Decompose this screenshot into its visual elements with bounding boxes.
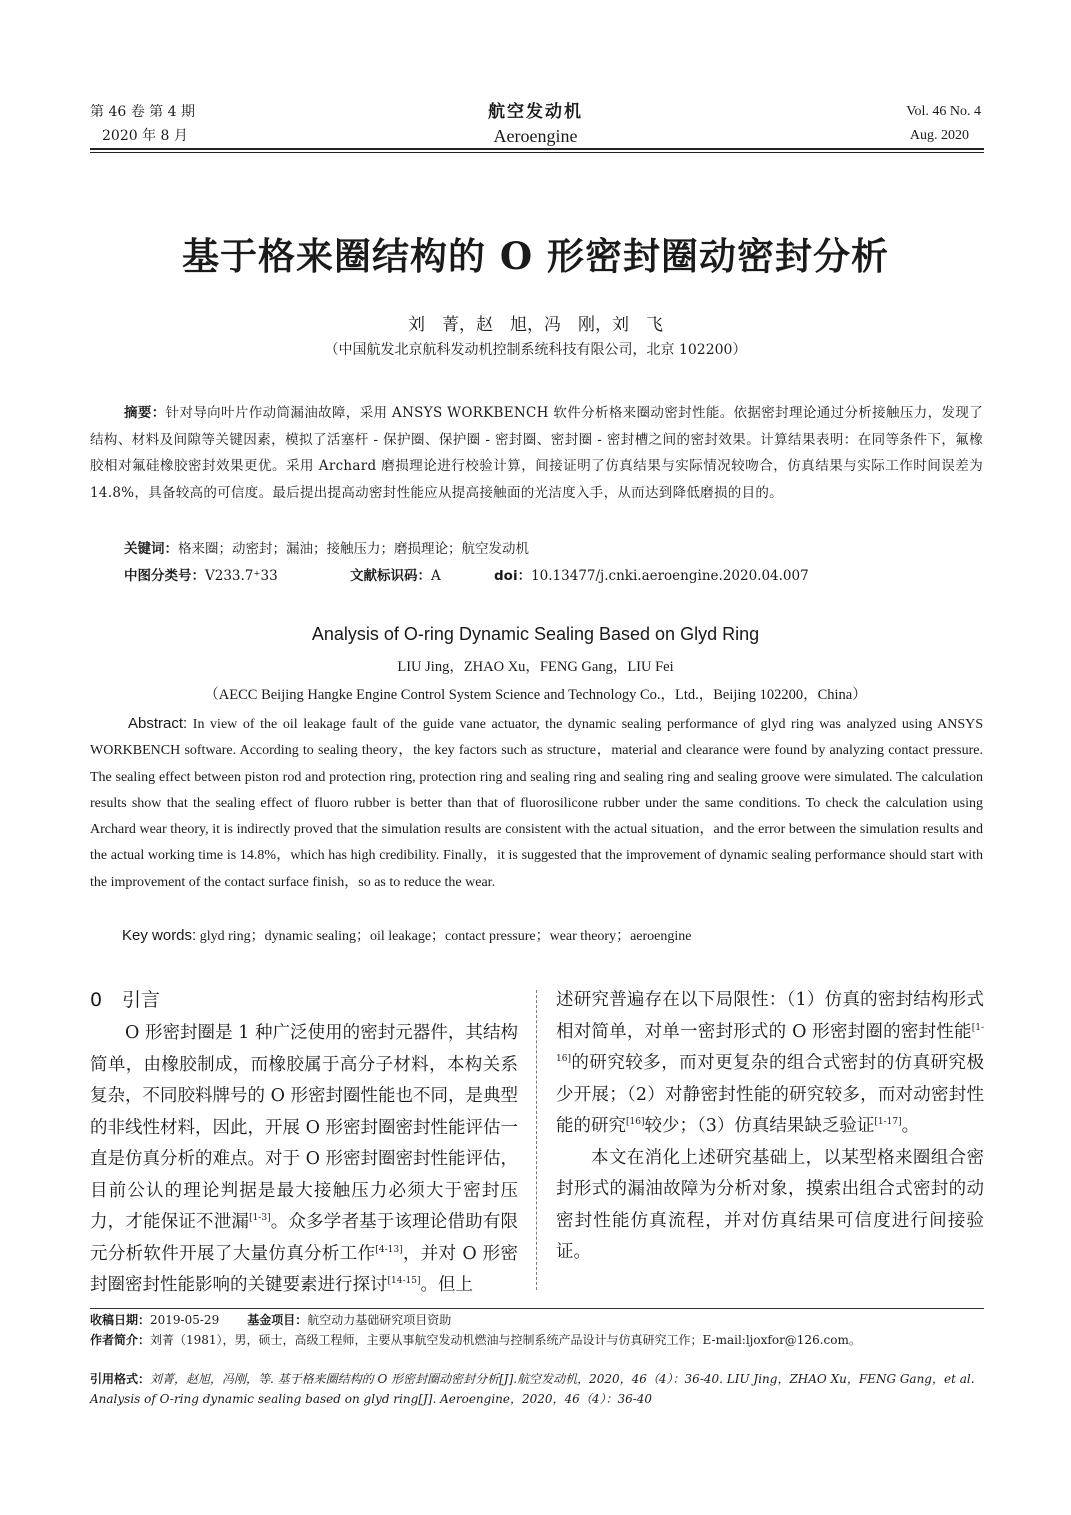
journal-name-cn: 航空发动机 xyxy=(488,102,583,122)
citation: [1-16] xyxy=(556,1022,984,1065)
text-run: O 形密封圈是 1 种广泛使用的密封元器件，其结构简单，由橡胶制成，而橡胶属于高分子材料，本构关系复杂，不同胶料牌号的 O 形密封圈性能也不同，是典型的非线性材料，因此，开展 O 形密封圈密封性能评估一直是仿真分析的难点。对于 O 形密封圈密封性能评估，目前公认的理论判据是最大接触压力必须大于密封压力，才能保证不泄漏 xyxy=(90,1023,518,1232)
author-bio-label: 作者简介： xyxy=(90,1333,151,1347)
header-rule-thin xyxy=(90,152,984,153)
abstract-en-label: Abstract: xyxy=(128,715,188,732)
abstract-en-text: In view of the oil leakage fault of the guide vane actuator, the dynamic sealing performance of glyd ring was analyzed using ANSYS WORKBENCH software. According to sealing theory，the key factors such as structure，material and clearance were found by analyzing contact pressure. The sealing effect between piston rod and protection ring, protection ring and sealing ring and sealing ring and sealing groove were simulated. The calculation results show that the sealing effect of fluoro rubber is better than that of fluorosilicone rubber under the same conditions. To check the calculation using Archard wear theory, it is indirectly proved that the simulation results are consistent with the actual situation，and the error between the simulation results and the actual working time is 14.8%，which has high credibility. Finally，it is suggested that the improvement of dynamic sealing performance should start with the improvement of the contact surface finish，so as to reduce the wear. xyxy=(90,717,983,890)
volume-issue-en: Vol. 46 No. 4 xyxy=(906,104,981,119)
received-label: 收稿日期： xyxy=(90,1313,151,1327)
citation: [1-17] xyxy=(874,1117,902,1128)
doi-label: doi： xyxy=(494,568,532,584)
citation: [14-15] xyxy=(387,1276,421,1287)
section-number: 0 xyxy=(90,989,103,1011)
abstract-cn-text: 针对导向叶片作动筒漏油故障，采用 ANSYS WORKBENCH 软件分析格来圈动密封性能。依据密封理论通过分析接触压力，发现了结构、材料及间隙等关键因素，模拟了活塞杆 - 保护圈、保护圈 - 密封圈、密封圈 - 密封槽之间的密封效果。计算结果表明：在同等条件下，氟橡胶相对氟硅橡胶密封效果更优。采用 Archard 磨损理论进行校验计算，间接证明了仿真结果与实际情况较吻合，仿真结果与实际工作时间误差为 14.8%，具备较高的可信度。最后提出提高动密封性能应从提高接触面的光洁度入手，从而达到降低磨损的目的。 xyxy=(90,405,983,501)
text-run: 。 xyxy=(901,1116,920,1136)
classification-line xyxy=(124,563,984,589)
keywords-cn xyxy=(124,536,529,562)
fund-value: 航空动力基础研究项目资助 xyxy=(307,1313,452,1327)
affiliation-cn: （中国航发北京航科发动机控制系统科技有限公司，北京 102200） xyxy=(324,342,747,358)
header-rule-thick xyxy=(90,148,984,150)
author-bio-value: 刘菁（1981），男，硕士，高级工程师，主要从事航空发动机燃油与控制系统产品设计与仿真研究工作；E-mail:ljoxfor@126.com。 xyxy=(150,1333,861,1347)
abstract-cn-label: 摘要： xyxy=(124,405,166,421)
clc-label: 中图分类号： xyxy=(124,568,205,584)
keywords-en-text: glyd ring；dynamic sealing；oil leakage；contact pressure；wear theory；aeroengine xyxy=(199,929,692,944)
intro-paragraph-1-cont xyxy=(556,985,984,1143)
issue-info-en xyxy=(906,100,981,148)
doi-value: 10.13477/j.cnki.aeroengine.2020.04.007 xyxy=(531,568,809,584)
citation-format-label: 引用格式： xyxy=(90,1372,151,1386)
section-heading xyxy=(90,985,518,1015)
footnote-citation xyxy=(90,1369,984,1409)
footnote-rule xyxy=(90,1308,984,1309)
body-column-right xyxy=(556,985,984,1269)
paper-title: 基于格来圈结构的 O 形密封圈动密封分析 xyxy=(182,234,889,278)
clc-code xyxy=(124,563,350,589)
body-column-left xyxy=(90,985,518,1302)
text-run: 。众多学者基于该理论借助有限元分析软件开展了大量仿真分析工作 xyxy=(90,1212,519,1264)
intro-paragraph-1 xyxy=(90,1018,518,1302)
doc-value: A xyxy=(431,568,441,584)
authors-cn: 刘 菁，赵 旭，冯 刚，刘 飞 xyxy=(408,315,663,335)
authors-en: LIU Jing，ZHAO Xu，FENG Gang，LIU Fei xyxy=(397,659,674,675)
text-run: 述研究普遍存在以下局限性：（1）仿真的密封结构形式相对简单，对单一密封形式的 O 形密封圈的密封性能 xyxy=(556,990,984,1042)
footnote-author xyxy=(90,1330,990,1350)
journal-name-en: Aeroengine xyxy=(493,126,578,146)
publication-date-en: Aug. 2020 xyxy=(909,128,969,143)
publication-date: 2020 年 8 月 xyxy=(102,128,188,144)
affiliation-en: （AECC Beijing Hangke Engine Control System Science and Technology Co.，Ltd.，Beijing 102200，China） xyxy=(204,687,867,703)
doi xyxy=(494,563,809,589)
received-value: 2019-05-29 xyxy=(150,1313,220,1327)
citation: [4-13] xyxy=(375,1244,403,1255)
text-run: ，并对 O 形密封圈密封性能影响的关键要素进行探讨 xyxy=(90,1243,518,1295)
paper-title-en: Analysis of O-ring Dynamic Sealing Based on Glyd Ring xyxy=(311,624,760,644)
abstract-en xyxy=(90,711,983,896)
keywords-cn-text: 格来圈；动密封；漏油；接触压力；磨损理论；航空发动机 xyxy=(178,541,529,557)
volume-issue: 第 46 卷 第 4 期 xyxy=(90,104,195,120)
citation-format-value: 刘菁，赵旭，冯刚，等. 基于格来圈结构的 O 形密封圈动密封分析[J].航空发动机，2020，46（4）：36-40. LIU Jing，ZHAO Xu，FENG Gang，et al. Analysis of O-ring dynamic sealing based on glyd ring[J]. Aeroengine，2020，46（4）：36-40 xyxy=(90,1372,975,1406)
abstract-cn xyxy=(90,400,983,506)
doc-label: 文献标识码： xyxy=(350,568,431,584)
text-run: 。但上 xyxy=(420,1275,473,1295)
intro-paragraph-2: 本文在消化上述研究基础上，以某型格来圈组合密封形式的漏油故障为分析对象，摸索出组合式密封的动密封性能仿真流程，并对仿真结果可信度进行间接验证。 xyxy=(556,1147,984,1262)
keywords-en-label: Key words: xyxy=(122,927,197,944)
doc-code xyxy=(350,563,494,589)
text-run: 较少；（3）仿真结果缺乏验证 xyxy=(644,1116,875,1136)
keywords-en xyxy=(122,923,691,950)
clc-value: V233.7⁺33 xyxy=(205,568,278,584)
fund-label: 基金项目： xyxy=(247,1313,308,1327)
citation: [16] xyxy=(626,1117,645,1128)
keywords-cn-label: 关键词： xyxy=(124,541,178,557)
text-run: 的研究较多，而对更复杂的组合式密封的仿真研究极少开展；（2）对静密封性能的研究较多，而对动密封性能的研究 xyxy=(556,1053,984,1136)
section-title: 引言 xyxy=(122,989,161,1011)
citation: [1-3] xyxy=(249,1213,271,1224)
column-divider xyxy=(536,990,537,1290)
footnote-received xyxy=(90,1310,990,1330)
